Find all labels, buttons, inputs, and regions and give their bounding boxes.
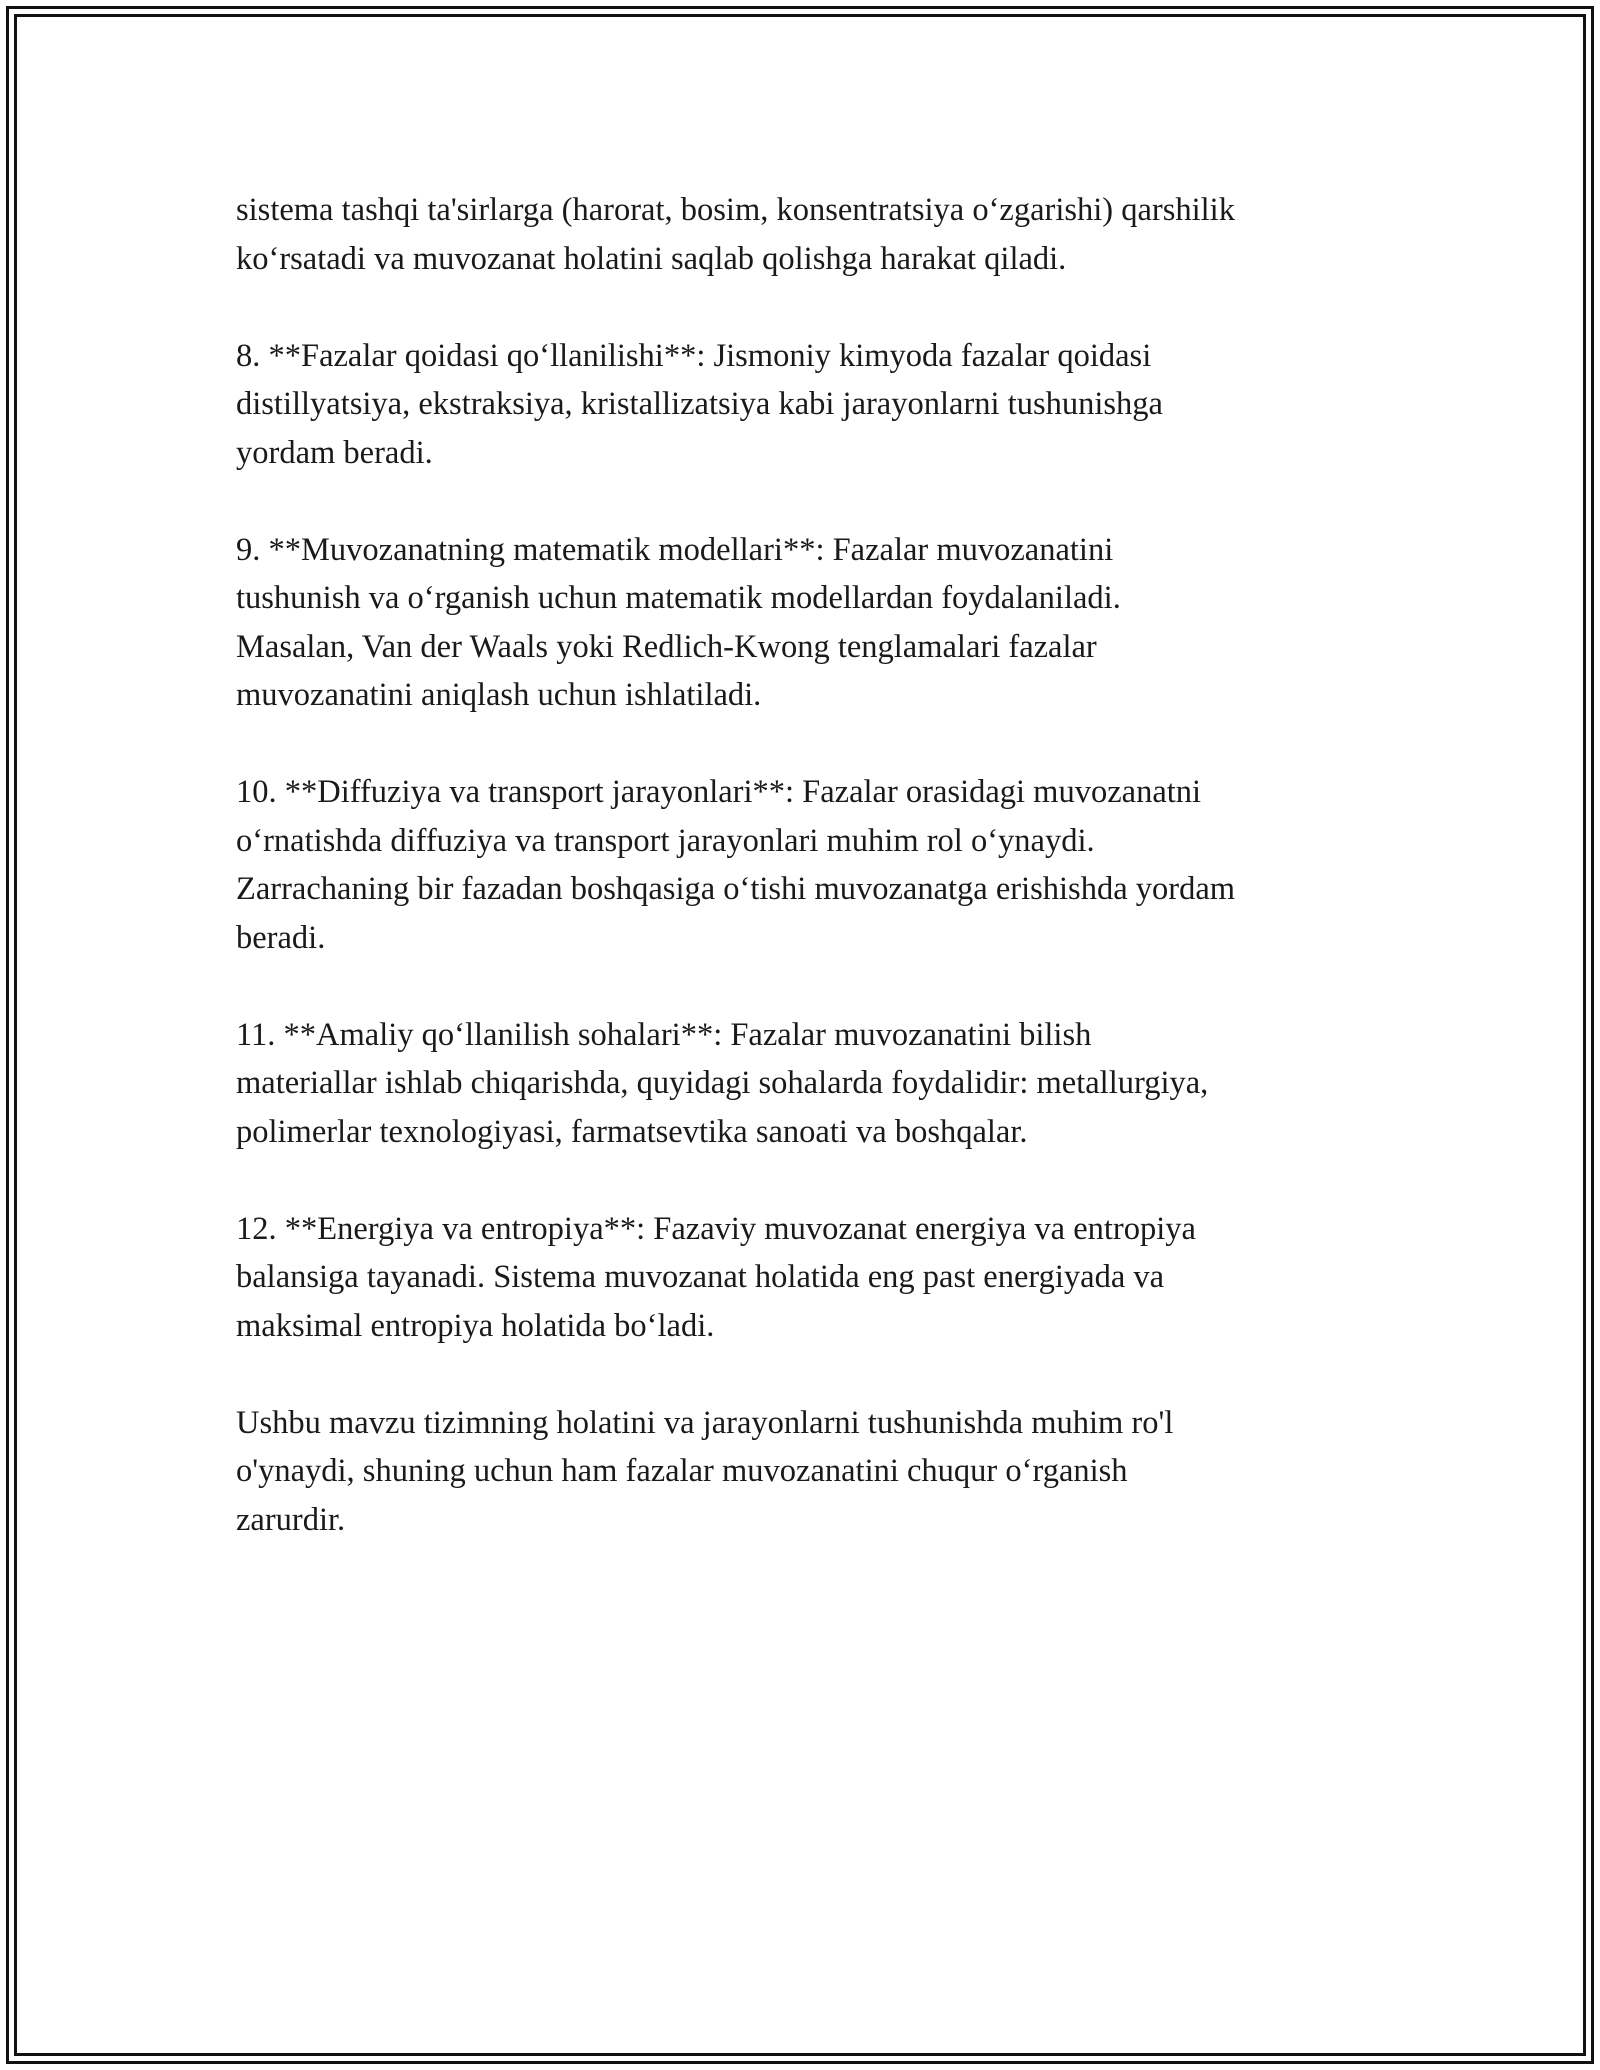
paragraph-continuation: sistema tashqi ta'sirlarga (harorat, bosim, konsentratsiya o‘zgarishi) qarshilik ko‘rsatadi va muvozanat holatini saqlab qolishga harakat qiladi. — [236, 192, 1235, 277]
paragraph-conclusion: Ushbu mavzu tizimning holatini va jarayonlarni tushunishda muhim ro'l o'ynaydi, shuning uchun ham fazalar muvozanatini chuqur o‘rganish zarurdir. — [236, 1404, 1174, 1538]
paragraph-item-10: 10. **Diffuziya va transport jarayonlari**: Fazalar orasidagi muvozanatni o‘rnatishda diffuziya va transport jarayonlari muhim rol o‘ynaydi. Zarrachaning bir fazadan boshqasiga o‘tishi muvozanatga erishishda yordam beradi. — [236, 774, 1236, 956]
document-body — [236, 186, 1376, 1593]
paragraph-item-8: 8. **Fazalar qoidasi qo‘llanilishi**: Jismoniy kimyoda fazalar qoidasi distillyatsiya, ekstraksiya, kristallizatsiya kabi jarayonlarni tushunishga yordam beradi. — [236, 337, 1163, 471]
paragraph-item-9: 9. **Muvozanatning matematik modellari**: Fazalar muvozanatini tushunish va o‘rganish uchun matematik modellardan foydalaniladi. Masalan, Van der Waals yoki Redlich-Kwong tenglamalari fazalar muvozanatini aniqlash uchun ishlatiladi. — [236, 531, 1121, 713]
paragraph-item-11: 11. **Amaliy qo‘llanilish sohalari**: Fazalar muvozanatini bilish materiallar ishlab chiqarishda, quyidagi sohalarda foydalidir: metallurgiya, polimerlar texnologiyasi, farmatsevtika sanoati va boshqalar. — [236, 1016, 1209, 1150]
paragraph-item-12: 12. **Energiya va entropiya**: Fazaviy muvozanat energiya va entropiya balansiga tayanadi. Sistema muvozanat holatida eng past energiyada va maksimal entropiya holatida bo‘ladi. — [236, 1210, 1196, 1344]
